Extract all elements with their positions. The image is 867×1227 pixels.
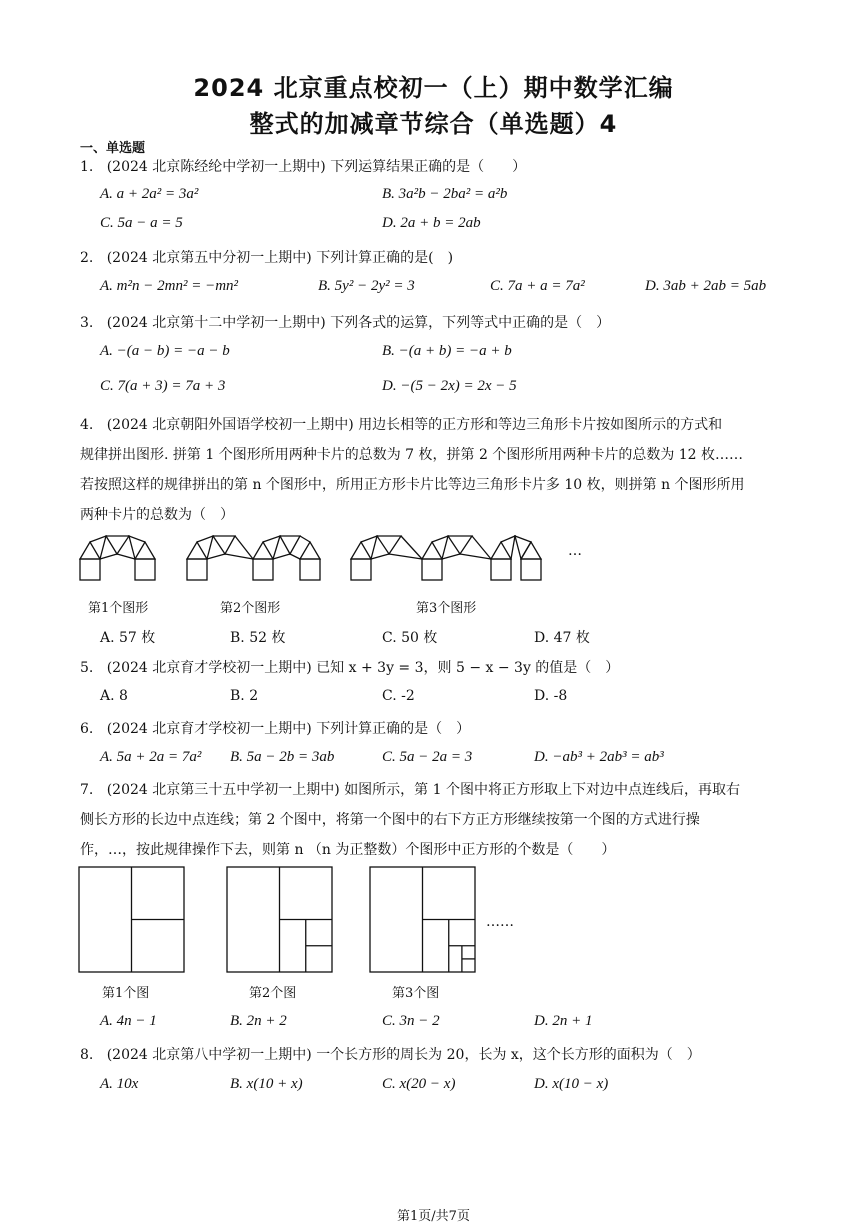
question-2: [80, 247, 453, 267]
question-stem-line: 作，…，按此规律操作下去，则第 n （n 为正整数）个图形中正方形的个数是（ ）: [80, 842, 616, 858]
option-d: D. 47 枚: [534, 630, 590, 646]
page-subtitle: 整式的加减章节综合（单选题）4: [249, 110, 618, 138]
question-number: 6.: [80, 721, 94, 737]
figure-label-1: 第1个图形: [88, 601, 149, 616]
question-source: (2024 北京第八中学初一上期中): [106, 1047, 312, 1063]
option-d: D. −ab³ + 2ab³ = ab³: [534, 749, 664, 765]
question-number: 8.: [80, 1047, 94, 1063]
pattern-2: [187, 536, 320, 580]
option-a: A. −(a − b) = −a − b: [100, 343, 230, 359]
question-source: (2024 北京陈经纶中学初一上期中): [106, 159, 326, 175]
question-number: 3.: [80, 315, 94, 331]
question-number: 1.: [80, 159, 94, 175]
question-number: 4.: [80, 417, 94, 433]
question-stem: 下列计算正确的是（ ）: [316, 721, 471, 737]
square-division-figure-2: [226, 866, 334, 974]
question-number: 5.: [80, 660, 94, 676]
option-b: B. 5y² − 2y² = 3: [318, 278, 415, 294]
option-b: B. 3a²b − 2ba² = a²b: [382, 186, 508, 202]
figure-label-3: 第3个图: [392, 986, 440, 1001]
question-5: [80, 657, 619, 677]
question-stem-line: 若按照这样的规律拼出的第 n 个图形中，所用正方形卡片比等边三角形卡片多 10 枚，则拼第 n 个图形所用: [80, 477, 745, 493]
option-b: B. 2: [230, 688, 259, 704]
pattern-3: [351, 536, 541, 580]
question-7: [80, 779, 740, 799]
option-a: A. 8: [100, 688, 128, 704]
question-3: [80, 312, 610, 332]
question-4: [80, 414, 722, 434]
option-a: A. 4n − 1: [100, 1013, 157, 1029]
question-stem-line: 如图所示，第 1 个图中将正方形取上下对边中点连线后，再取右: [344, 782, 740, 798]
question-source: (2024 北京朝阳外国语学校初一上期中): [106, 417, 354, 433]
option-a: A. 57 枚: [100, 630, 156, 646]
tile-pattern-figure: [75, 528, 575, 588]
option-c: C. x(20 − x): [382, 1076, 456, 1092]
section-heading: 一、单选题: [80, 141, 146, 156]
question-source: (2024 北京育才学校初一上期中): [106, 721, 312, 737]
question-stem: 一个长方形的周长为 20，长为 x，这个长方形的面积为（ ）: [316, 1047, 701, 1063]
question-stem-line: 用边长相等的正方形和等边三角形卡片按如图所示的方式和: [358, 417, 723, 433]
option-a: A. a + 2a² = 3a²: [100, 186, 199, 202]
question-stem-line: 规律拼出图形. 拼第 1 个图形所用两种卡片的总数为 7 枚，拼第 2 个图形所用两种卡片的总数为 12 枚……: [80, 447, 744, 463]
option-c: C. 5a − 2a = 3: [382, 749, 473, 765]
figure-label-3: 第3个图形: [416, 601, 477, 616]
question-source: (2024 北京育才学校初一上期中): [106, 660, 312, 676]
figure-label-2: 第2个图形: [220, 601, 281, 616]
page-title: 2024 北京重点校初一（上）期中数学汇编: [193, 74, 674, 102]
figure-label-1: 第1个图: [102, 986, 150, 1001]
pattern-1: [80, 536, 155, 580]
question-1: [80, 156, 526, 176]
option-c: C. 3n − 2: [382, 1013, 440, 1029]
question-stem: 下列运算结果正确的是（ ）: [330, 159, 527, 175]
option-a: A. m²n − 2mn² = −mn²: [100, 278, 239, 294]
option-c: C. 5a − a = 5: [100, 215, 183, 231]
page-footer: 第1页/共7页: [397, 1209, 470, 1224]
question-number: 2.: [80, 250, 94, 266]
figure-label-2: 第2个图: [249, 986, 297, 1001]
option-a: A. 5a + 2a = 7a²: [100, 749, 202, 765]
pattern-ellipsis: …: [568, 543, 582, 559]
question-6: [80, 718, 470, 738]
question-source: (2024 北京第十二中学初一上期中): [106, 315, 326, 331]
question-stem: 已知 x + 3y = 3，则 5 − x − 3y 的值是（ ）: [316, 660, 620, 676]
option-d: D. −(5 − 2x) = 2x − 5: [382, 378, 517, 394]
square-division-figure-1: [78, 866, 186, 974]
option-b: B. 2n + 2: [230, 1013, 287, 1029]
option-c: C. 7a + a = 7a²: [490, 278, 585, 294]
question-8: [80, 1044, 701, 1064]
option-d: D. 2n + 1: [534, 1013, 593, 1029]
option-d: D. 2a + b = 2ab: [382, 215, 481, 231]
option-b: B. 52 枚: [230, 630, 286, 646]
option-b: B. x(10 + x): [230, 1076, 303, 1092]
option-b: B. 5a − 2b = 3ab: [230, 749, 335, 765]
option-c: C. -2: [382, 688, 415, 704]
question-source: (2024 北京第三十五中学初一上期中): [106, 782, 340, 798]
question-stem: 下列各式的运算，下列等式中正确的是（ ）: [330, 315, 611, 331]
option-c: C. 7(a + 3) = 7a + 3: [100, 378, 226, 394]
option-a: A. 10x: [100, 1076, 139, 1092]
option-d: D. x(10 − x): [534, 1076, 609, 1092]
question-number: 7.: [80, 782, 94, 798]
question-source: (2024 北京第五中分初一上期中): [106, 250, 312, 266]
option-d: D. 3ab + 2ab = 5ab: [645, 278, 767, 294]
option-b: B. −(a + b) = −a + b: [382, 343, 512, 359]
figure-ellipsis: ……: [486, 914, 514, 930]
question-stem-line: 两种卡片的总数为（ ）: [80, 507, 234, 523]
option-d: D. -8: [534, 688, 568, 704]
question-stem-line: 侧长方形的长边中点连线；第 2 个图中，将第一个图中的右下方正方形继续按第一个图的方式进行操: [80, 812, 700, 828]
option-c: C. 50 枚: [382, 630, 438, 646]
question-stem: 下列计算正确的是( ): [316, 250, 454, 266]
square-division-figure-3: [369, 866, 477, 974]
